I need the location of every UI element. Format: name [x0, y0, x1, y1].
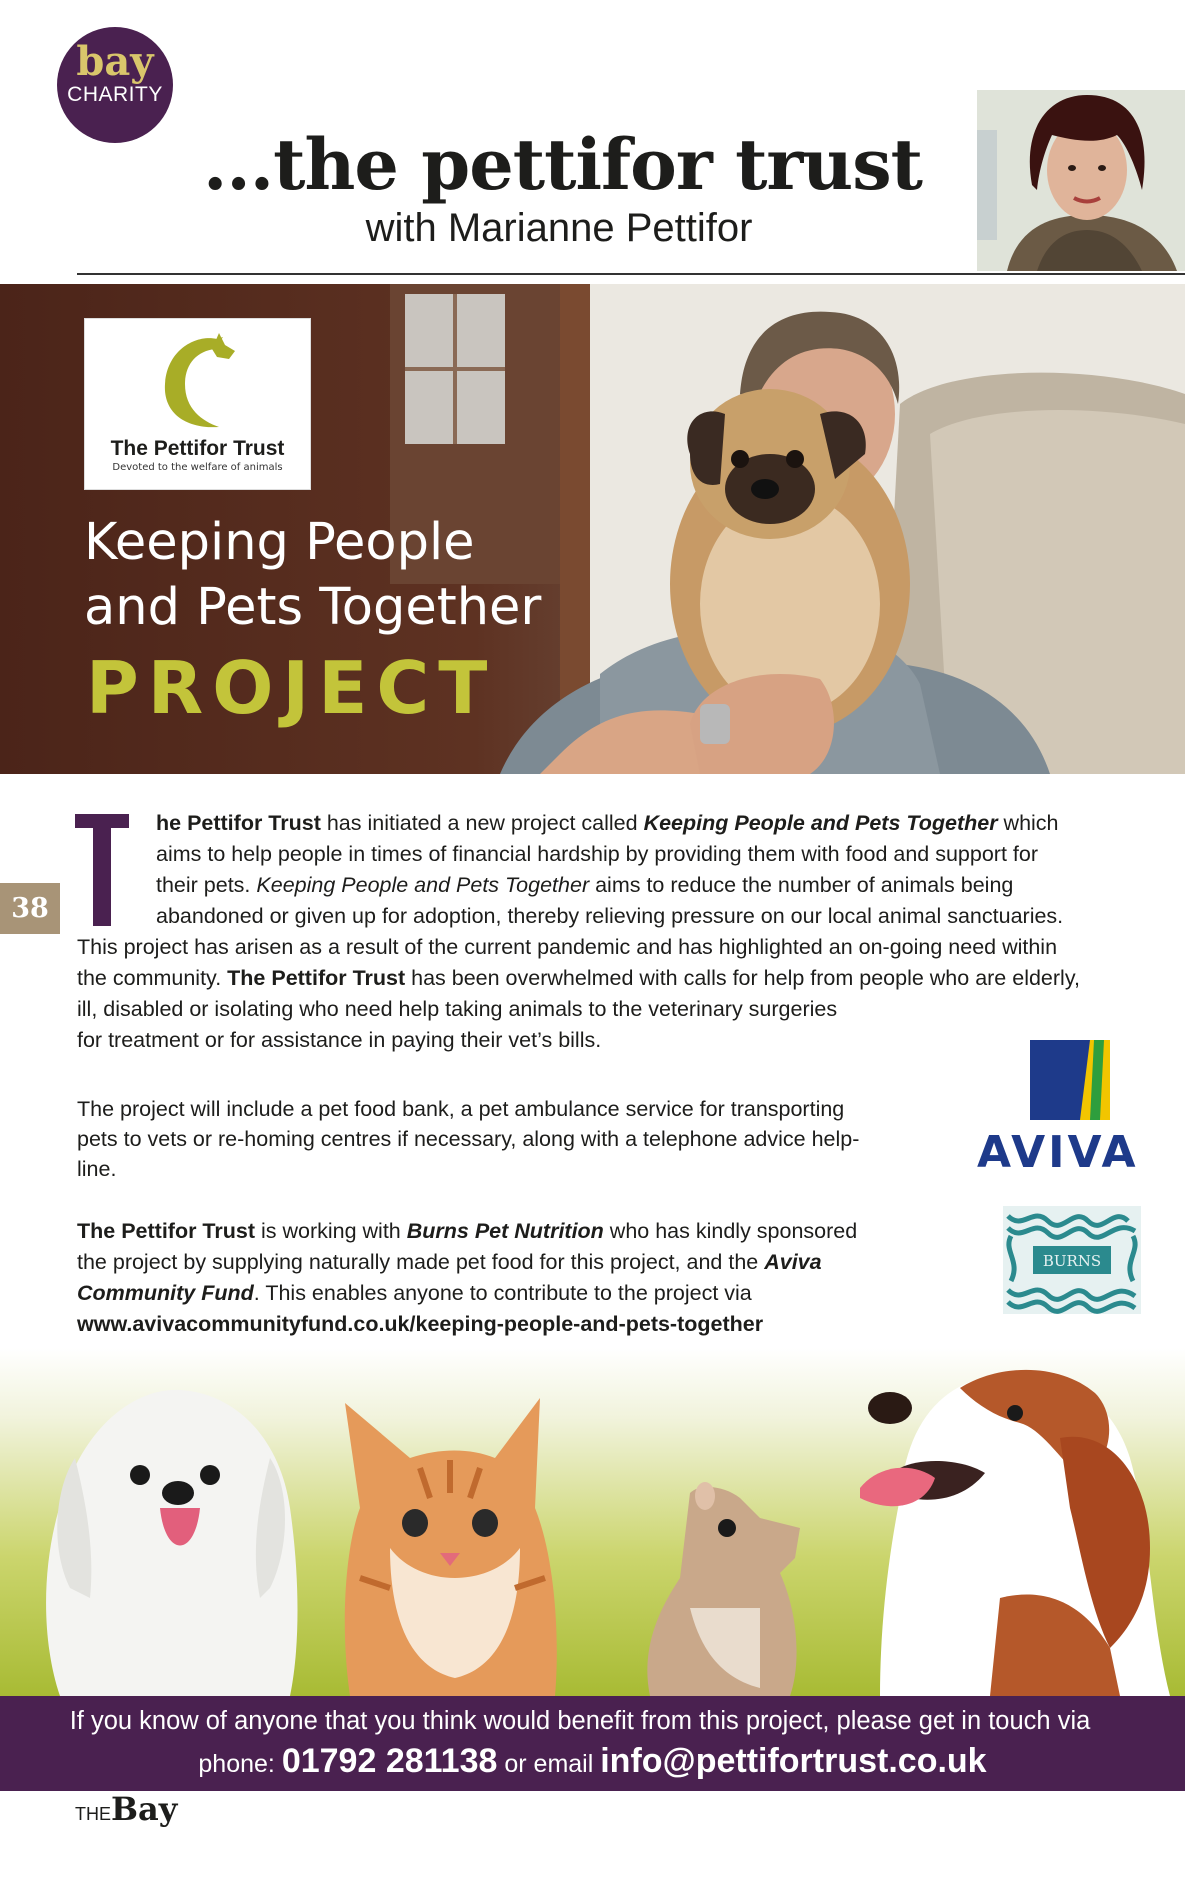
p1-line: for treatment or for assistance in paying their vet’s bills. [77, 1028, 602, 1052]
contact-details [0, 1740, 1185, 1785]
email-address: info@pettifortrust.co.uk [600, 1742, 987, 1780]
p1-line: This project has arisen as a result of the current pandemic and has highlighted an on-going need within [77, 935, 1058, 959]
banner-heading-line-2: and Pets Together [84, 578, 542, 637]
marianne-portrait-photo [977, 90, 1185, 271]
p2-line: line. [77, 1157, 117, 1181]
p3-line: The Pettifor Trust is working with Burns Pet Nutrition who has kindly sponsored [77, 1219, 858, 1243]
p2-line: pets to vets or re-homing centres if necessary, along with a telephone advice help- [77, 1127, 860, 1151]
burns-logo-icon [1003, 1206, 1141, 1314]
p3-line: Community Fund. This enables anyone to contribute to the project via [77, 1281, 752, 1305]
p1-line: aims to help people in times of financial hardship by providing them with food and support for [156, 842, 1039, 866]
magazine-bay-text: Bay [111, 1790, 178, 1828]
banner-heading-line-1: Keeping People [84, 513, 475, 572]
pets-photo [0, 1348, 1185, 1696]
magazine-the-text: THE [75, 1804, 111, 1824]
magazine-name [75, 1790, 177, 1828]
article-subtitle: with Marianne Pettifor [365, 206, 753, 250]
p1-line: their pets. Keeping People and Pets Together aims to reduce the number of animals being [156, 873, 1014, 897]
p1-line: abandoned or given up for adoption, thereby relieving pressure on our local animal sanctuaries. [156, 904, 1064, 928]
pettifor-trust-logo [84, 318, 311, 490]
phone-label: phone: [198, 1750, 275, 1778]
or-email-label: or email [504, 1750, 594, 1778]
burns-logo-text: BURNS [1042, 1252, 1102, 1270]
logo-name-text: The Pettifor Trust [110, 437, 285, 460]
badge-bay-text: bay [76, 38, 154, 85]
badge-charity-text: CHARITY [67, 83, 163, 106]
contact-intro-text: If you know of anyone that you think would benefit from this project, please get in touch via [69, 1707, 1091, 1735]
phone-number: 01792 281138 [281, 1742, 498, 1780]
p3-line: the project by supplying naturally made pet food for this project, and the Aviva [77, 1250, 822, 1274]
drop-cap-t [75, 814, 129, 926]
pettifor-dog-logo-icon [157, 329, 241, 437]
p2-line: The project will include a pet food bank, a pet ambulance service for transporting [77, 1097, 845, 1121]
aviva-logo-text: AVIVA [977, 1127, 1139, 1178]
banner-project-word: PROJECT [86, 646, 497, 730]
page-number: 38 [0, 883, 60, 934]
p1-line: he Pettifor Trust has initiated a new project called Keeping People and Pets Together which [156, 811, 1059, 835]
aviva-logo-icon [1030, 1040, 1110, 1120]
p3-line: www.avivacommunityfund.co.uk/keeping-people-and-pets-together [77, 1312, 764, 1336]
header-rule [77, 273, 1185, 275]
logo-tagline-text: Devoted to the welfare of animals [112, 462, 283, 473]
p1-line: the community. The Pettifor Trust has been overwhelmed with calls for help from people who are elderly, [77, 966, 1080, 990]
p1-line: ill, disabled or isolating who need help taking animals to the veterinary surgeries [77, 997, 838, 1021]
article-title: ...the pettifor trust [203, 123, 922, 206]
